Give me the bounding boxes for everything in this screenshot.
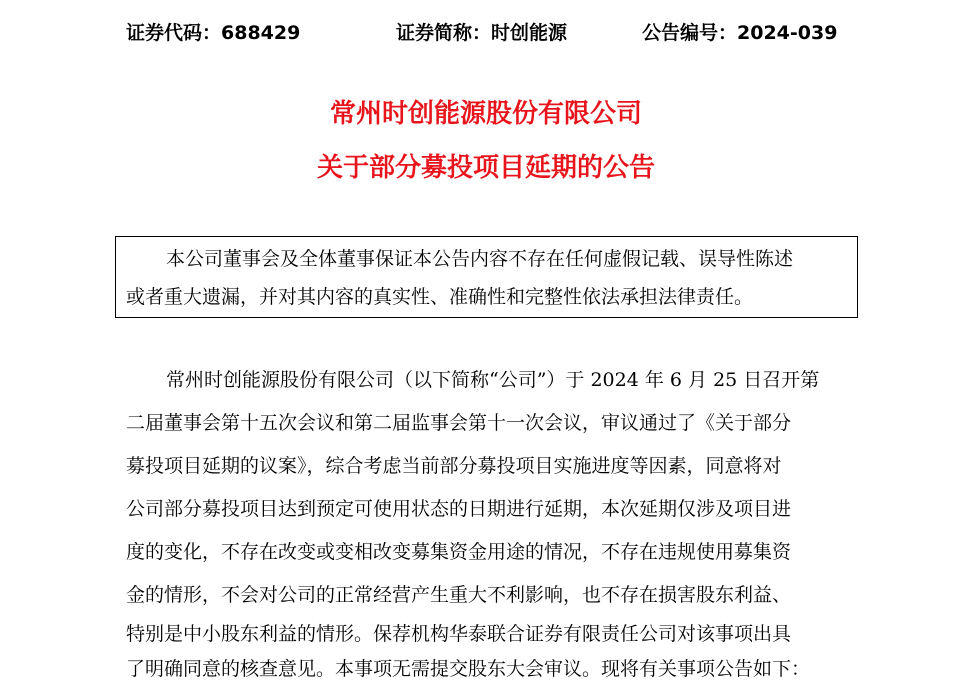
body-line: 二届董事会第十五次会议和第二届监事会第十一次会议，审议通过了《关于部分 xyxy=(126,412,792,434)
body-line: 度的变化，不存在改变或变相改变募集资金用途的情况，不存在违规使用募集资 xyxy=(126,541,792,563)
body-line: 募投项目延期的议案》，综合考虑当前部分募投项目实施进度等因素，同意将对 xyxy=(126,455,782,477)
body-line: 了明确同意的核查意见。本事项无需提交股东大会审议。现将有关事项公告如下： xyxy=(126,658,811,680)
announcement-title: 关于部分募投项目延期的公告 xyxy=(316,153,655,183)
announcement-number: 公告编号：2024-039 xyxy=(642,22,838,44)
body-line: 常州时创能源股份有限公司（以下简称“公司”）于 2024 年 6 月 25 日召开第 xyxy=(166,369,820,391)
document-header xyxy=(0,18,972,48)
security-code: 证券代码：688429 xyxy=(126,22,301,44)
statement-line: 本公司董事会及全体董事保证本公告内容不存在任何虚假记载、误导性陈述 xyxy=(166,248,794,270)
statement-line: 或者重大遗漏，并对其内容的真实性、准确性和完整性依法承担法律责任。 xyxy=(126,286,754,308)
company-title: 常州时创能源股份有限公司 xyxy=(329,99,642,129)
security-abbreviation: 证券简称：时创能源 xyxy=(396,22,568,44)
body-line: 公司部分募投项目达到预定可使用状态的日期进行延期，本次延期仅涉及项目进 xyxy=(126,498,792,520)
body-line: 特别是中小股东利益的情形。保荐机构华泰联合证券有限责任公司对该事项出具 xyxy=(126,623,792,645)
body-line: 金的情形，不会对公司的正常经营产生重大不利影响，也不存在损害股东利益、 xyxy=(126,584,792,606)
board-statement-box xyxy=(115,236,858,318)
